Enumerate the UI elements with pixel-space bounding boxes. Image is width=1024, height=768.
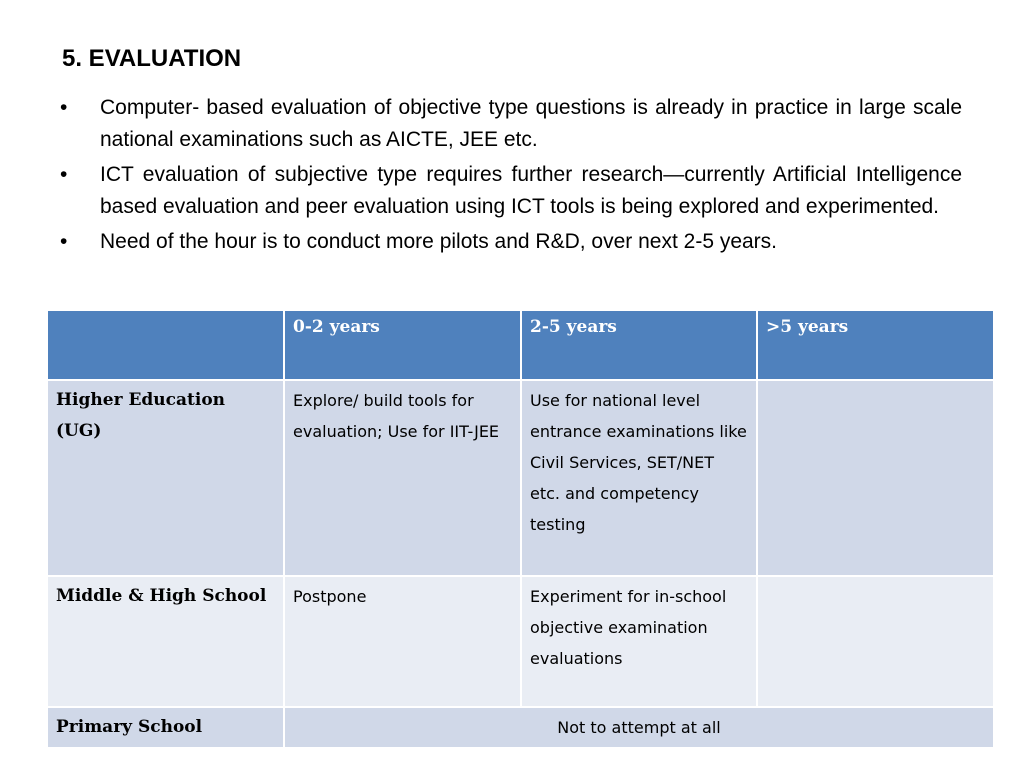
row-label-middle-high-school: Middle & High School [47, 576, 284, 707]
bullet-item [60, 92, 962, 155]
bullet-item [60, 159, 962, 222]
bullet-text: Computer- based evaluation of objective type questions is already in practice in large scale national examinations such as AICTE, JEE etc. [100, 96, 962, 151]
header-cell-over-5-years: >5 years [757, 310, 994, 380]
merged-table-cell: Not to attempt at all [284, 707, 994, 748]
row-label-higher-education: Higher Education (UG) [47, 380, 284, 576]
table-row [47, 707, 994, 748]
table-row [47, 576, 994, 707]
table-cell: Explore/ build tools for evaluation; Use for IIT-JEE [284, 380, 521, 576]
evaluation-table [46, 309, 995, 749]
bullet-text: ICT evaluation of subjective type requires further research—currently Artificial Intelligence based evaluation and peer evaluation using ICT tools is being explored and experimented. [100, 163, 962, 218]
header-cell-empty [47, 310, 284, 380]
slide-title: 5. EVALUATION [62, 45, 242, 72]
table-header-row [47, 310, 994, 380]
table-row [47, 380, 994, 576]
bullet-marker: • [60, 96, 68, 119]
header-cell-0-2-years: 0-2 years [284, 310, 521, 380]
table-cell [757, 576, 994, 707]
bullet-text: Need of the hour is to conduct more pilots and R&D, over next 2-5 years. [100, 230, 778, 253]
table-cell [757, 380, 994, 576]
bullet-item [60, 226, 962, 258]
table-cell: Experiment for in-school objective examination evaluations [521, 576, 757, 707]
bullet-marker: • [60, 163, 68, 186]
table-cell: Postpone [284, 576, 521, 707]
bullet-marker: • [60, 230, 68, 253]
bullet-list [60, 92, 962, 262]
header-cell-2-5-years: 2-5 years [521, 310, 757, 380]
table-cell: Use for national level entrance examinations like Civil Services, SET/NET etc. and competency testing [521, 380, 757, 576]
row-label-primary-school: Primary School [47, 707, 284, 748]
